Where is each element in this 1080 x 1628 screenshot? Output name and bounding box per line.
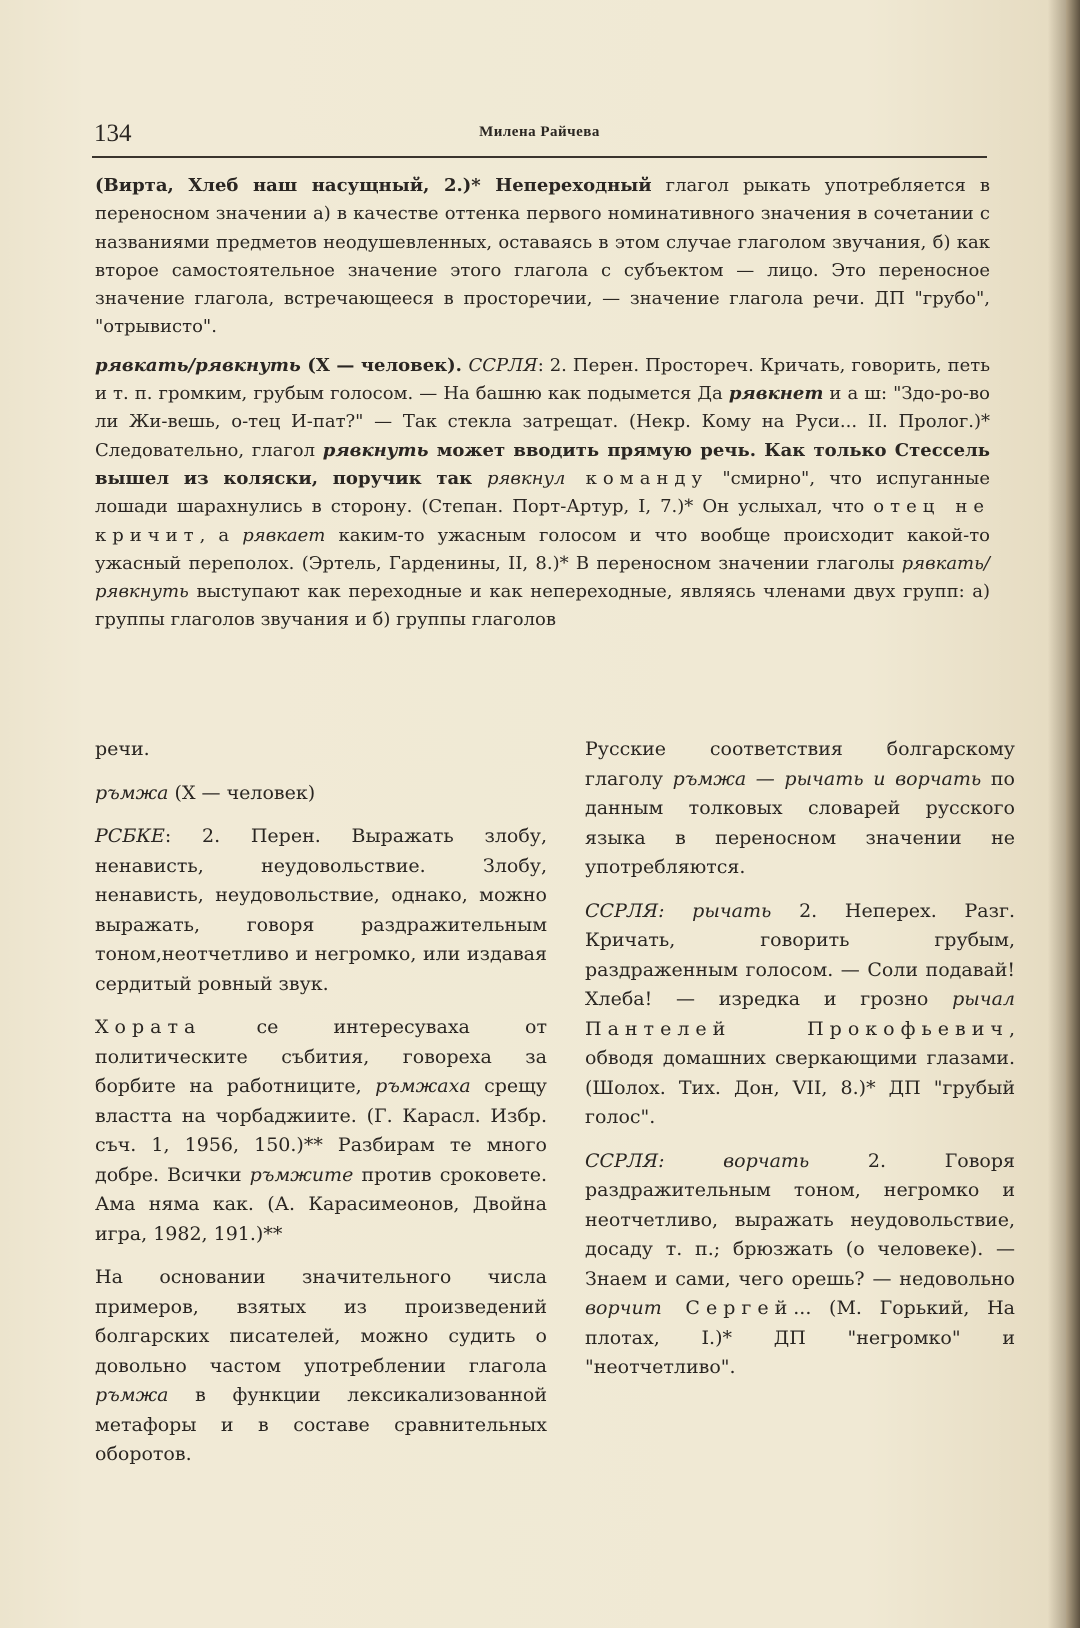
right-column <box>585 735 1015 1397</box>
book-spine-shadow <box>1066 0 1080 1628</box>
left-column <box>95 735 547 1484</box>
rychat-entry: ССРЛЯ: рычать 2. Неперех. Разг. Кричать, говорить грубым, раздраженным голосом. — Соли подавай! Хлеба! — изредка и грозно рычал Пантелей Прокофьевич, обводя домашних сверкающими глазами. (Шолох. Тих. Дон, VII, 8.)* ДП "грубый голос". <box>585 899 1015 1128</box>
russian-equivalents: Русские соответствия болгарскому глаголу ръмжа — рычать и ворчать по данным толковых словарей русского языка в переносном значении не употребляются. <box>585 738 1015 878</box>
full-width-text <box>95 172 990 645</box>
conclusion-paragraph: На основании значительного числа примеров, взятых из произведений болгарских писателей, можно судить о довольно частом употреблении глагола ръмжа в функции лексикализованной метафоры и в составе сравнительных оборотов. <box>95 1266 547 1465</box>
intro-paragraph: (Вирта, Хлеб наш насущный, 2.)* Непереходный глагол рыкать употребляется в переносном значении а) в качестве оттенка первого номинативного значения в сочетании с названиями предметов неодушевленных, оставаясь в этом случае глаголом звучания, б) как второе самостоятельное значение этого глагола с субъектом — лицо. Это переносное значение глагола, встречающееся в просторечии, — значение глагола речи. ДП "грубо", "отрывисто". <box>95 175 990 338</box>
dictionary-abbr: ССРЛЯ <box>585 899 659 922</box>
running-title: Милена Райчева <box>479 124 600 140</box>
page-number: 134 <box>94 120 132 147</box>
rumzha-heading: ръмжа (Х — человек) <box>95 781 316 804</box>
dictionary-abbr: ССРЛЯ <box>468 354 538 376</box>
vorchat-entry: ССРЛЯ: ворчать 2. Говоря раздражительным тоном, негромко и неотчетливо, выражать неудовольствие, досаду т. п.; брюзжать (о человеке). — Знаем и сами, чего орешь? — недовольно ворчит Сергей... (М. Горький, На плотах, I.)* ДП "негромко" и "неотчетливо". <box>585 1149 1016 1378</box>
dictionary-abbr: РСБКЕ <box>95 825 165 847</box>
rbke-definition: РСБКЕ: 2. Перен. Выражать злобу, ненависть, неудовольствие. Злобу, ненависть, неудовольствие, однако, можно выражать, говоря раздражительным тоном,неотчетливо и негромко, или издавая сердитый ровный звук. <box>95 825 547 995</box>
entry-term: ръмжа <box>95 781 169 804</box>
dictionary-abbr: ССРЛЯ <box>585 1149 659 1172</box>
page-header <box>92 110 987 158</box>
ryavkat-ending: речи. <box>95 738 150 760</box>
ryavkat-entry: рявкать/рявкнуть (Х — человек). ССРЛЯ: 2. Перен. Простореч. Кричать, говорить, петь и т. п. громким, грубым голосом. — На башню как подымется Да рявкнет и а ш: "Здо-ро-во ли Жи-вешь, о-тец И-пат?" — Так стекла затрещат. (Некр. Кому на Руси... II. Пролог.)* Следовательно, глагол рявкнуть может вводить прямую речь. Как только Стессель вышел из коляски, поручик так рявкнул команду "смирно", что испуганные лошади шарахнулись в сторону. (Степан. Порт-Артур, I, 7.)* Он услыхал, что отец не кричит, а рявкает каким-то ужасным голосом и что вообще происходит какой-то ужасный переполох. (Эртель, Гарденины, II, 8.)* В переносном значении глаголы рявкать/рявкнуть выступают как переходные и как непереходные, являясь членами двух групп: а) группы глаголов звучания и б) группы глаголов <box>95 354 991 631</box>
bulgarian-examples: Хората се интересуваха от политическите събития, говореха за борбите на работниците, ръмжаха срещу властта на чорбаджиите. (Г. Карасл. Избр. съч. 1, 1956, 150.)** Разбирам те много добре. Всички ръмжите против сроковете. Ама няма как. (А. Карасимеонов, Двойна игра, 1982, 191.)** <box>95 1016 547 1245</box>
entry-term: рявкать/рявкнуть <box>95 354 301 376</box>
